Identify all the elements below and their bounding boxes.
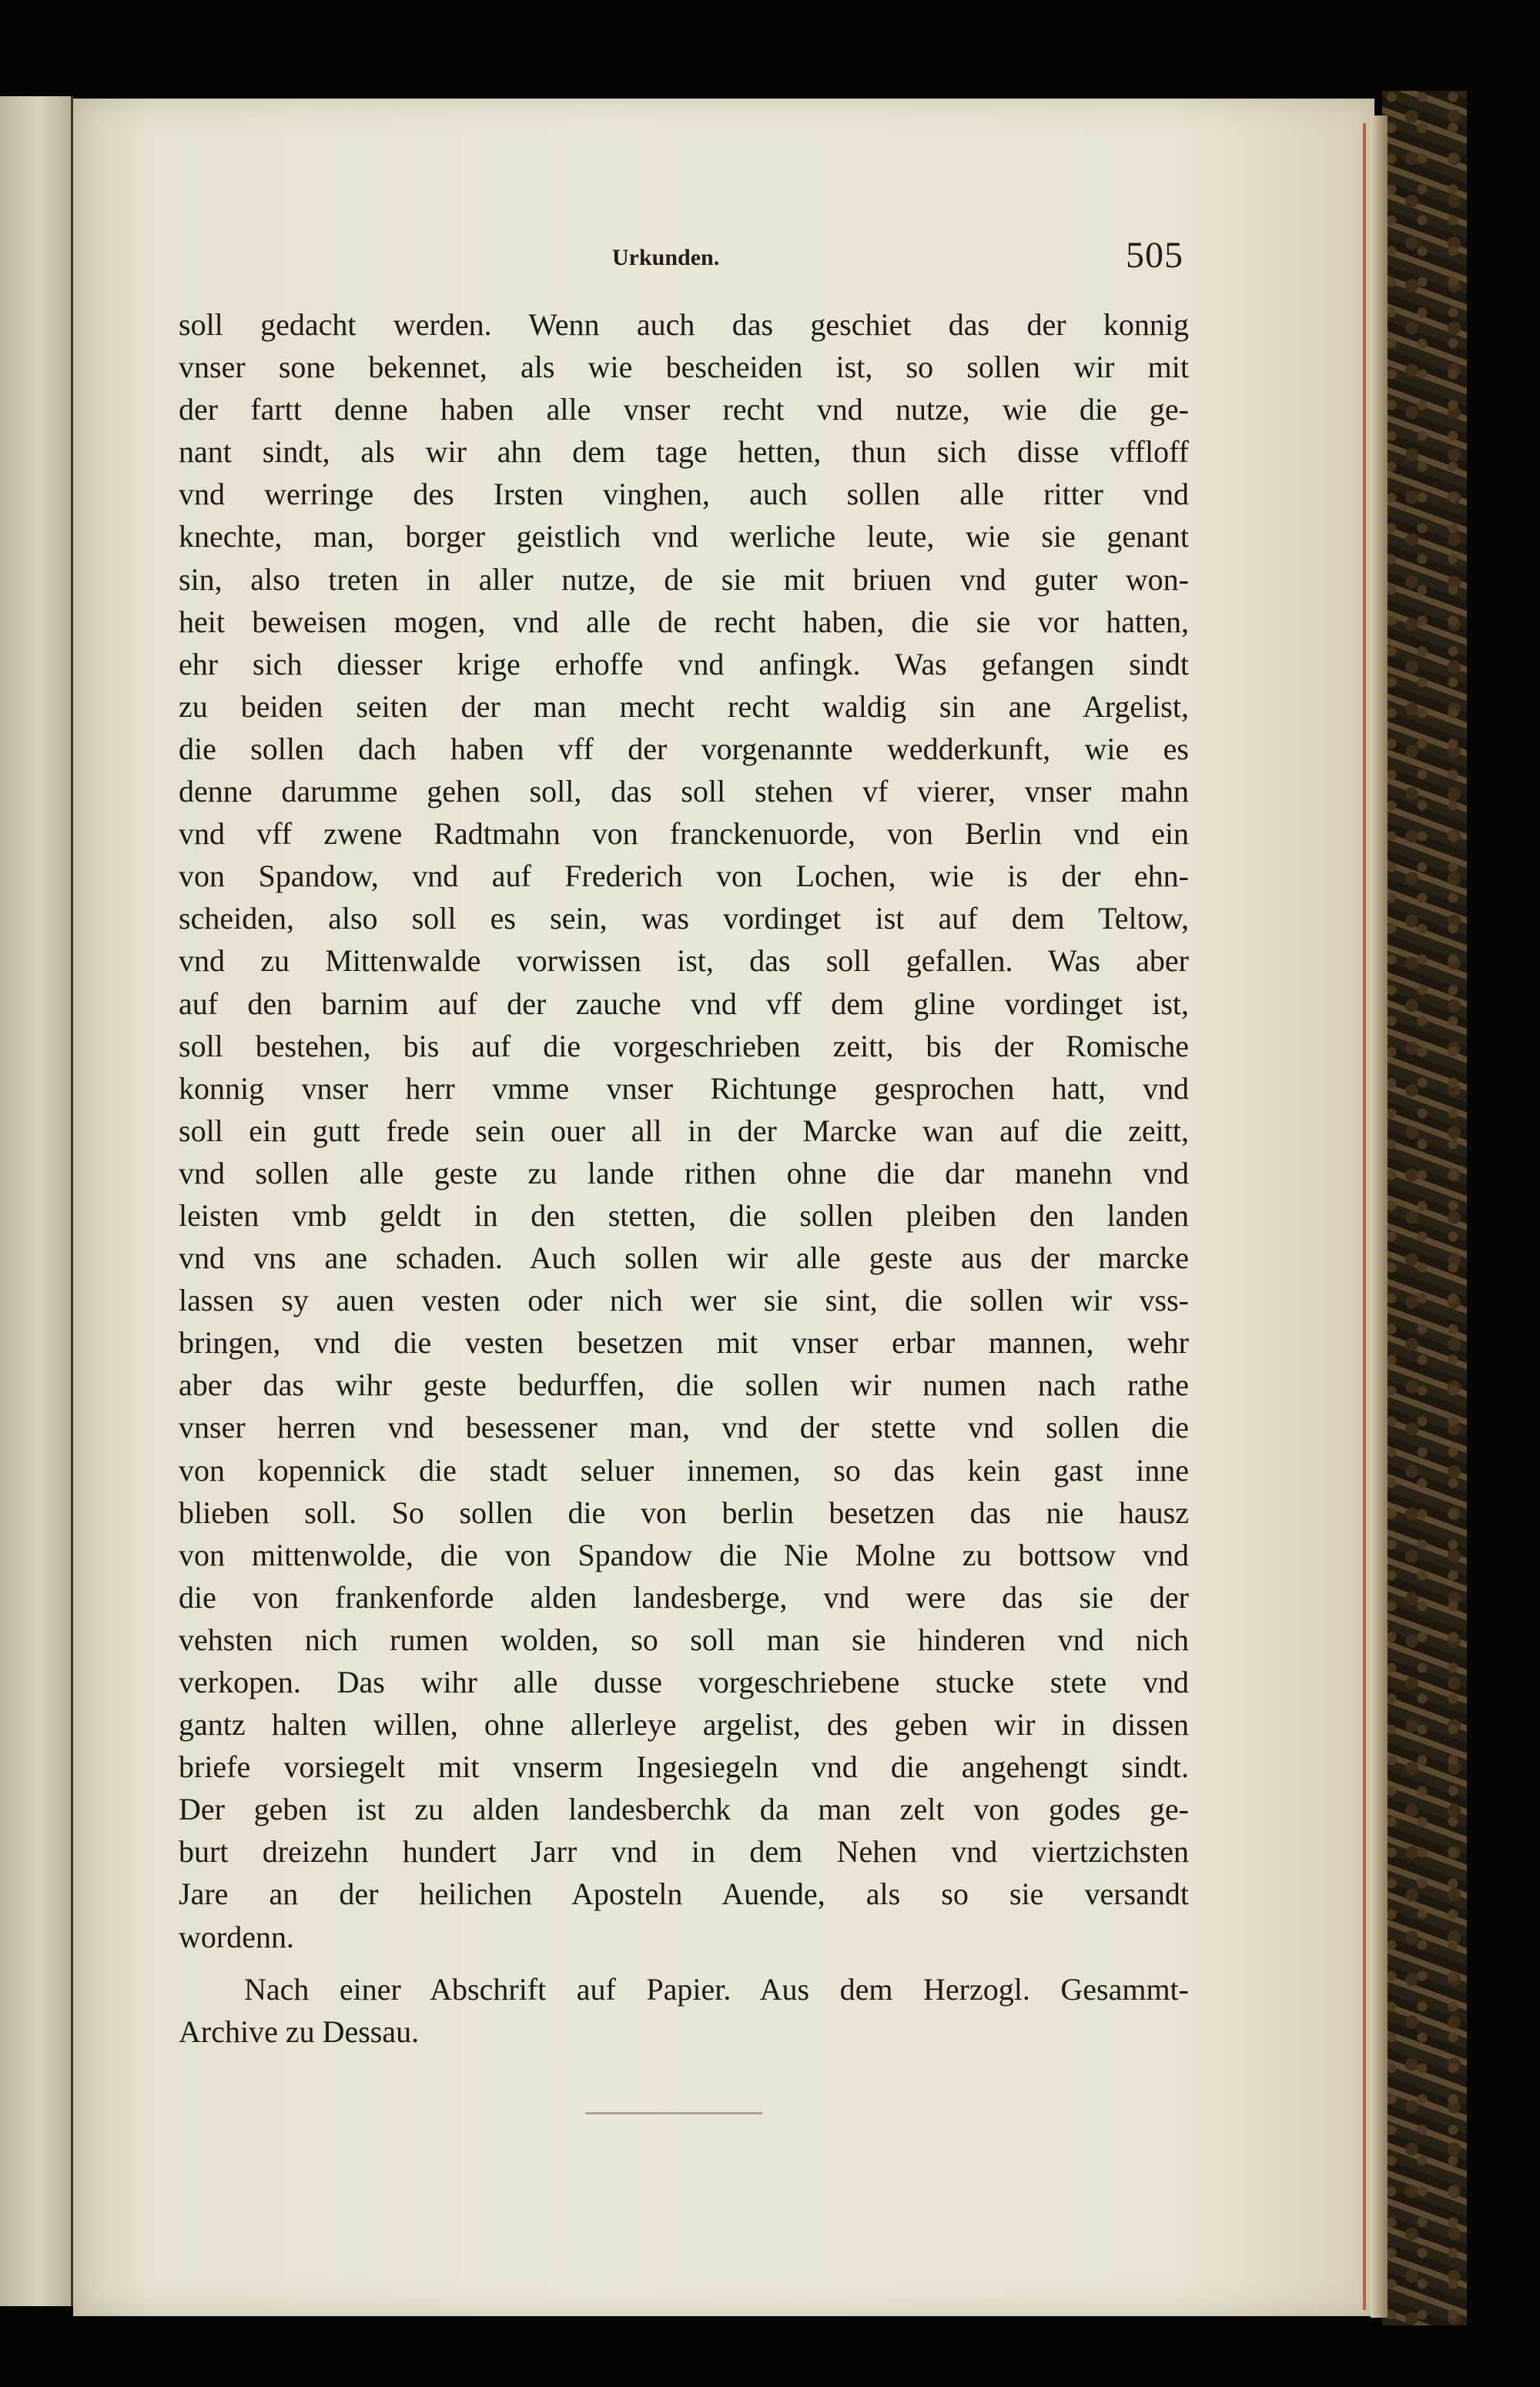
body-line: leisten vmb geldt in den stetten, die sollen pleiben den landen [179, 1197, 1189, 1233]
closing-rule [585, 2112, 762, 2114]
body-line: die sollen dach haben vff der vorgenannte wedderkunft, wie es [179, 731, 1189, 766]
body-line: auf den barnim auf der zauche vnd vff dem gline vordinget ist, [179, 986, 1189, 1021]
facing-page-edge [0, 96, 73, 2306]
body-line: soll bestehen, bis auf die vorgeschrieben zeitt, bis der Romische [179, 1028, 1189, 1063]
body-line: denne darumme gehen soll, das soll stehen vf vierer, vnser mahn [179, 774, 1189, 809]
body-line: der fartt denne haben alle vnser recht vnd nutze, wie die ge- [179, 392, 1189, 427]
body-line: knechte, man, borger geistlich vnd werliche leute, wie sie genant [179, 519, 1189, 554]
body-line: soll gedacht werden. Wenn auch das geschiet das der konnig [179, 307, 1189, 342]
body-line: scheiden, also soll es sein, was vordinget ist auf dem Teltow, [179, 901, 1189, 936]
body-line: burt dreizehn hundert Jarr vnd in dem Nehen vnd viertzichsten [179, 1834, 1189, 1870]
body-line: briefe vorsiegelt mit vnserm Ingesiegeln vnd die angehengt sindt. [179, 1749, 1189, 1785]
note-line: Nach einer Abschrift auf Papier. Aus dem Herzogl. Gesammt- [244, 1972, 1189, 2007]
body-line: von kopennick die stadt seluer innemen, so das kein gast inne [179, 1452, 1189, 1488]
note-line: Archive zu Dessau. [179, 2014, 420, 2050]
body-line: von Spandow, vnd auf Frederich von Lochen, wie is der ehn- [179, 859, 1189, 894]
body-line: blieben soll. So sollen die von berlin besetzen das nie hausz [179, 1495, 1189, 1530]
body-line: sin, also treten in aller nutze, de sie mit briuen vnd guter won- [179, 561, 1189, 597]
red-edge-line [1363, 123, 1366, 2310]
body-line: von mittenwolde, die von Spandow die Nie Molne zu bottsow vnd [179, 1537, 1189, 1572]
body-line: vnser herren vnd besessener man, vnd der stette vnd sollen die [179, 1410, 1189, 1445]
body-line: bringen, vnd die vesten besetzen mit vnser erbar mannen, wehr [179, 1325, 1189, 1361]
body-line: Der geben ist zu alden landesberchk da man zelt von godes ge- [179, 1792, 1189, 1827]
body-line: soll ein gutt frede sein ouer all in der Marcke wan auf die zeitt, [179, 1113, 1189, 1148]
body-line: wordenn. [179, 1919, 294, 1954]
body-line: die von frankenforde alden landesberge, vnd were das sie der [179, 1579, 1189, 1615]
body-line: vnd sollen alle geste zu lande rithen ohne die dar manehn vnd [179, 1155, 1189, 1190]
body-line: verkopen. Das wihr alle dusse vorgeschriebene stucke stete vnd [179, 1665, 1189, 1699]
body-line: vnd vff zwene Radtmahn von franckenuorde, von Berlin vnd ein [179, 816, 1189, 852]
document-body [179, 303, 1189, 1958]
body-line: heit beweisen mogen, vnd alle de recht haben, die sie vor hatten, [179, 604, 1189, 639]
running-head: Urkunden. [612, 245, 720, 270]
page-fore-edge [1371, 116, 1388, 2318]
body-line: aber das wihr geste bedurffen, die sollen wir numen nach rathe [179, 1368, 1189, 1403]
book-cover-marbled-edge [1382, 91, 1467, 2325]
body-line: lassen sy auen vesten oder nich wer sie sint, die sollen wir vss- [179, 1283, 1189, 1318]
body-line: vnd zu Mittenwalde vorwissen ist, das soll gefallen. Was aber [179, 943, 1189, 979]
body-line: nant sindt, als wir ahn dem tage hetten, thun sich disse vffloff [179, 434, 1189, 470]
body-line: vehsten nich rumen wolden, so soll man sie hinderen vnd nich [179, 1622, 1189, 1657]
body-line: zu beiden seiten der man mecht recht waldig sin ane Argelist, [179, 688, 1189, 724]
page-number: 505 [1126, 235, 1183, 276]
body-line: vnd vns ane schaden. Auch sollen wir alle geste aus der marcke [179, 1240, 1189, 1276]
body-line: Jare an der heilichen Aposteln Auende, als so sie versandt [179, 1876, 1189, 1912]
body-line: vnd werringe des Irsten vinghen, auch sollen alle ritter vnd [179, 477, 1189, 512]
source-note [179, 1968, 1189, 2053]
body-line: ehr sich diesser krige erhoffe vnd anfingk. Was gefangen sindt [179, 646, 1189, 681]
body-line: konnig vnser herr vmme vnser Richtunge gesprochen hatt, vnd [179, 1070, 1189, 1106]
body-line: vnser sone bekennet, als wie bescheiden ist, so sollen wir mit [179, 350, 1189, 385]
body-line: gantz halten willen, ohne allerleye argelist, des geben wir in dissen [179, 1707, 1189, 1743]
